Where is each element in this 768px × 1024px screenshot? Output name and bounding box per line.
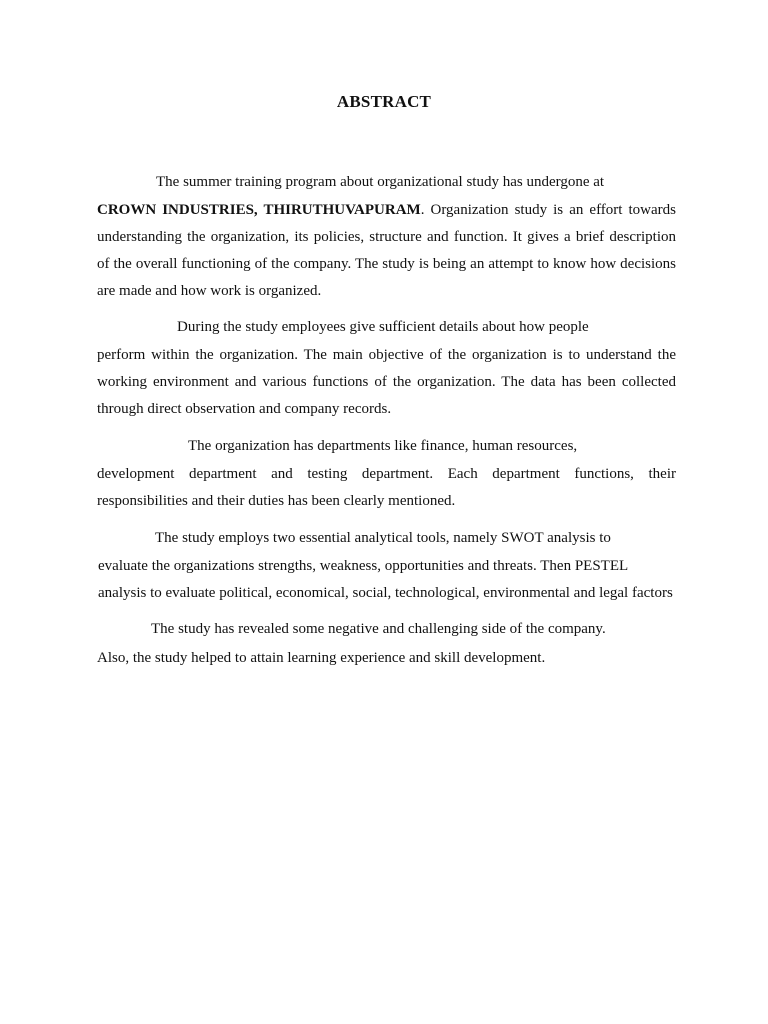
paragraph-2-line-2: perform within the organization. The main objective of the organization is to understand the: [97, 347, 676, 363]
paragraph-1-line-2-rest: . Organization study is an effort towards: [420, 202, 676, 218]
paragraph-1-line-3: understanding the organization, its policies, structure and function. It gives a brief description: [97, 229, 676, 245]
paragraph-2-line-1: During the study employees give sufficient details about how people: [177, 319, 589, 335]
paragraph-1-line-1: The summer training program about organizational study has undergone at: [156, 174, 605, 190]
paragraph-3-line-3: responsibilities and their duties has been clearly mentioned.: [97, 493, 456, 509]
paragraph-2-line-4: through direct observation and company records.: [97, 401, 392, 417]
paragraph-1-line-2: [97, 200, 676, 220]
paragraph-4-line-1: The study employs two essential analytical tools, namely SWOT analysis to: [155, 530, 611, 546]
paragraph-1-line-4: of the overall functioning of the company. The study is being an attempt to know how decisions: [97, 256, 676, 272]
paragraph-1-line-5: are made and how work is organized.: [97, 283, 322, 299]
paragraph-3-line-1: The organization has departments like finance, human resources,: [188, 438, 578, 454]
page-title: ABSTRACT: [336, 92, 432, 111]
paragraph-5-line-2: Also, the study helped to attain learning experience and skill development.: [97, 650, 546, 666]
paragraph-2-line-3: working environment and various functions of the organization. The data has been collected: [97, 374, 676, 390]
paragraph-4-line-3: analysis to evaluate political, economical, social, technological, environmental and legal factors: [98, 585, 673, 601]
paragraph-4-line-2: evaluate the organizations strengths, weakness, opportunities and threats. Then PESTEL: [98, 558, 629, 574]
company-name: CROWN INDUSTRIES, THIRUTHUVAPURAM: [97, 202, 421, 218]
paragraph-3-line-2: development department and testing department. Each department functions, their: [97, 466, 676, 482]
paragraph-5-line-1: The study has revealed some negative and challenging side of the company.: [151, 621, 606, 637]
